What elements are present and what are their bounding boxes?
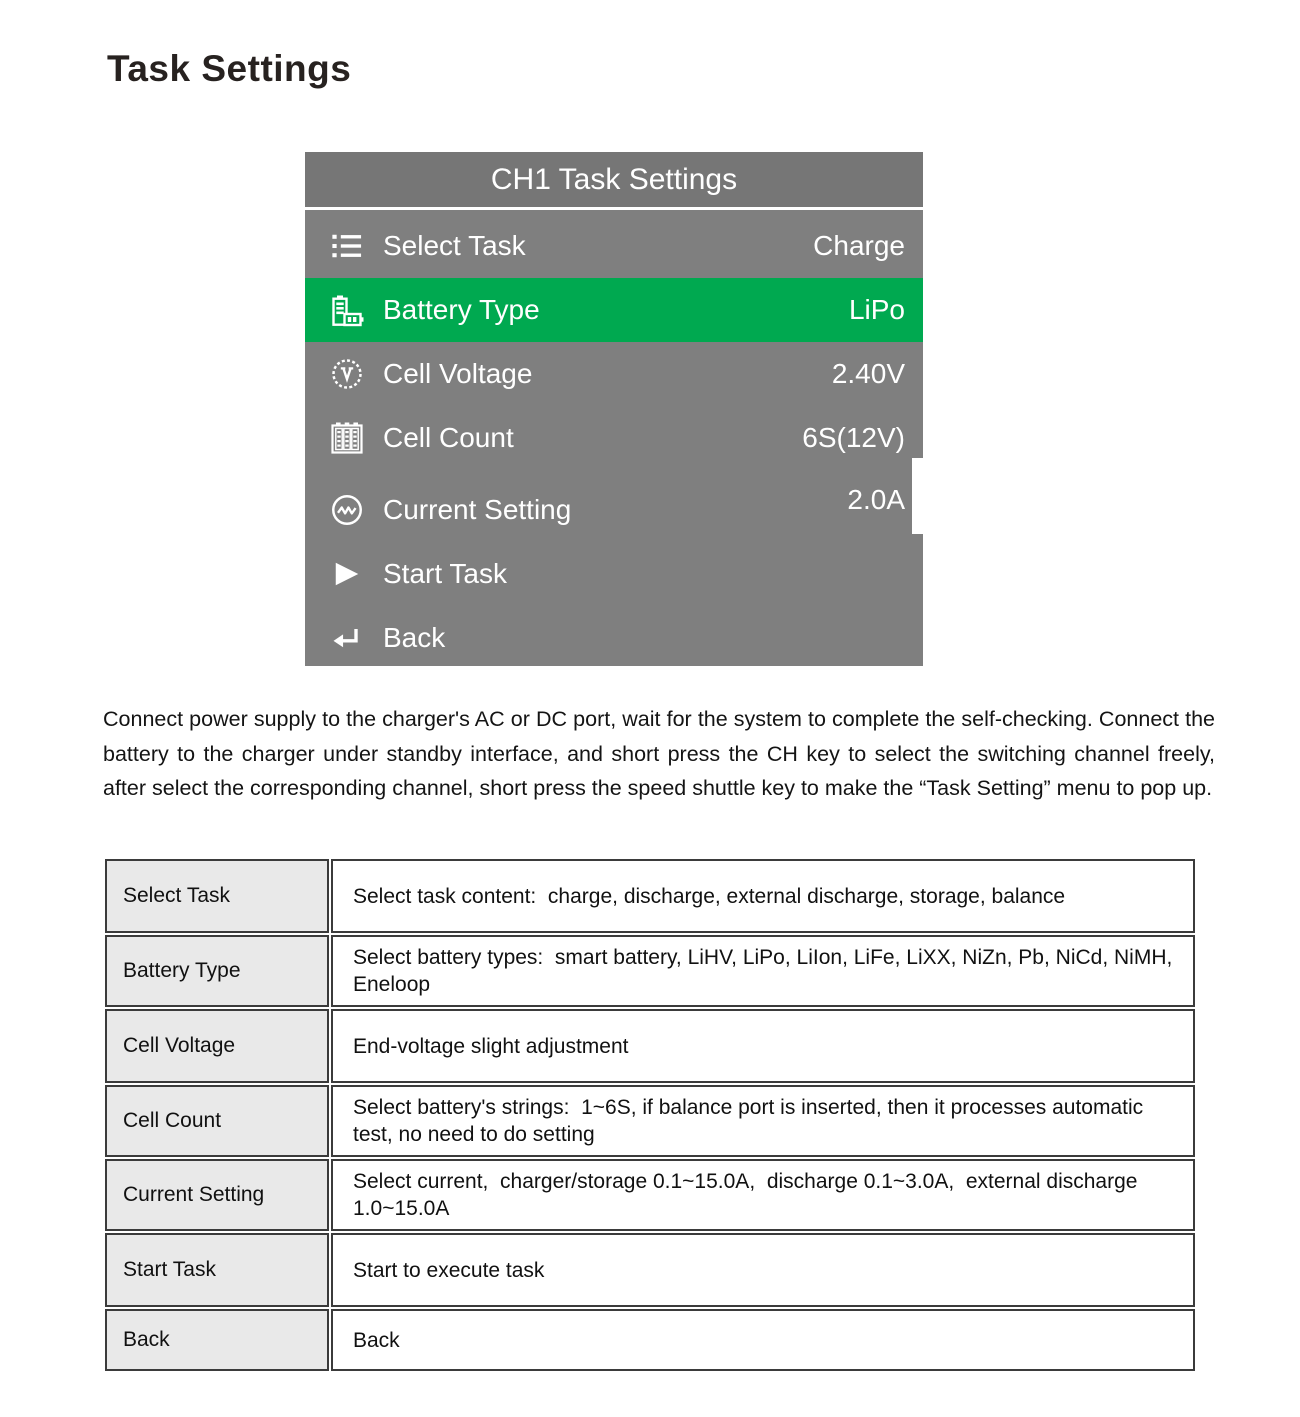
menu-item-back[interactable] [305,606,923,666]
ch1-task-settings-menu [305,152,923,666]
menu-item-label: Battery Type [383,294,540,325]
table-row-start-task [105,1233,1195,1307]
menu-item-value: Charge [813,230,905,261]
menu-item-cell-voltage[interactable] [305,342,923,406]
table-row-select-task [105,859,1195,933]
row-name: Start Task [105,1233,329,1307]
menu-item-value: 2.40V [831,358,905,389]
menu-item-label: Back [383,622,446,653]
menu-item-label: Current Setting [383,494,572,525]
menu-item-label: Cell Voltage [383,358,533,389]
menu-item-start-task[interactable] [305,542,923,606]
battery-type-icon [329,292,365,328]
menu-item-value: LiPo [848,294,905,325]
row-name: Cell Count [105,1085,329,1157]
current-setting-wave-icon [329,492,365,528]
back-return-icon [329,620,365,656]
start-task-play-icon [329,556,365,592]
select-task-list-icon [329,228,365,264]
menu-item-cell-count[interactable] [305,406,923,470]
row-name: Select Task [105,859,329,933]
table-row-cell-voltage [105,1009,1195,1083]
row-name: Battery Type [105,935,329,1007]
table-row-back [105,1309,1195,1371]
row-description: Select current, charger/storage 0.1~15.0A, discharge 0.1~3.0A, external discharge 1.0~15.0A [331,1159,1195,1231]
cell-voltage-icon [329,356,365,392]
menu-title: CH1 Task Settings [490,162,738,196]
menu-item-current-setting[interactable] [305,478,923,542]
cell-count-icon [329,420,365,456]
menu-item-label: Start Task [383,558,507,589]
menu-item-label: Select Task [383,230,526,261]
menu-item-select-task[interactable] [305,214,923,278]
table-row-battery-type [105,935,1195,1007]
menu-item-battery-type[interactable] [305,278,923,342]
row-description: End-voltage slight adjustment [331,1009,1195,1083]
menu-header [305,152,923,210]
description-paragraph: Connect power supply to the charger's AC or DC port, wait for the system to complete the self-checking. Connect the battery to the charger under standby interface, and short press the CH key to select the switching channel freely, after select the corresponding channel, short press the speed shuttle key to make the “Task Setting” menu to pop up. [103,707,1215,801]
row-description: Select battery's strings: 1~6S, if balance port is inserted, then it processes automatic test, no need to do setting [331,1085,1195,1157]
row-name: Cell Voltage [105,1009,329,1083]
row-description: Start to execute task [331,1233,1195,1307]
menu-item-label: Cell Count [383,422,514,453]
menu-item-value: 6S(12V) [802,422,905,453]
menu-scrollbar[interactable] [912,458,923,534]
menu-body [305,210,923,666]
menu-item-value: 2.0A [847,484,905,515]
row-name: Current Setting [105,1159,329,1231]
row-description: Select task content: charge, discharge, external discharge, storage, balance [331,859,1195,933]
page-title: Task Settings [107,48,352,89]
row-name: Back [105,1309,329,1371]
table-row-cell-count [105,1085,1195,1157]
row-description: Select battery types: smart battery, LiHV, LiPo, LiIon, LiFe, LiXX, NiZn, Pb, NiCd, NiMH, Eneloop [331,935,1195,1007]
row-description: Back [331,1309,1195,1371]
table-row-current-setting [105,1159,1195,1231]
settings-table [103,857,1197,1373]
